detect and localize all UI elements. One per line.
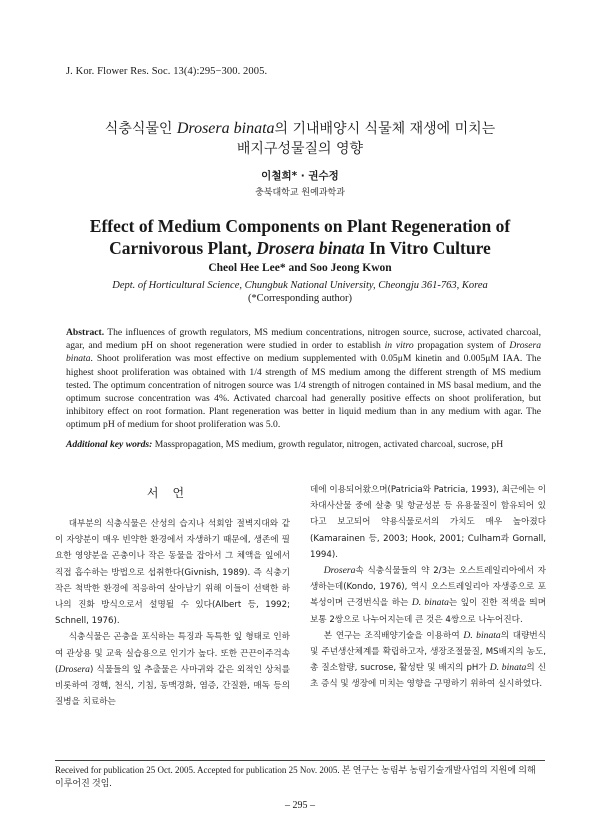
intro-p5-c: 의 신초 증식 및 생장에 미치는 영향을 구명하기 위하여 실시하였다. (310, 663, 546, 690)
korean-title-line2: 배지구성물질의 영향 (236, 141, 364, 157)
footnote-divider (55, 760, 545, 761)
intro-p4-genus: Drosera (323, 565, 356, 577)
left-column (55, 516, 290, 710)
intro-p5-b: 의 대량번식 및 주년생산체계를 확립하고자, 생장조절물질, MS배지의 농도, 총 질소함량, sucrose, 활성탄 및 배지의 pH가 (310, 630, 546, 674)
abstract (66, 326, 541, 432)
intro-p2-pre: 식충식물은 곤충을 포식하는 특징과 독특한 잎 형태로 인하여 관상용 및 교육 실습용으로 인기가 높다. 또한 끈끈이주걱속( (55, 632, 290, 675)
korean-title-species: Drosera binata (176, 120, 275, 137)
english-title-line1: Effect of Medium Components on Plant Regeneration of (89, 216, 511, 236)
page-number: – 295 – (285, 800, 315, 811)
intro-p5-species-1: D. binata (463, 629, 501, 641)
abstract-text-3: . Shoot proliferation was most effective on medium supplemented with 0.05μM kinetin and 0.005μM IAA. The highest shoot proliferation was obtained with 1/4 strength of MS medium among the different strength of MS medium tested. The optimum concentration of nitrogen source was 1/4 strength of nitrogen contained in MS basal medium, and the optimum sucrose concentration was 4%. Activated charcoal had generally positive effects on shoot proliferation, but inhibitory effect on root formation. Plant regeneration was better in liquid medium than in any medium with agar. The optimum pH of medium for shoot proliferation was 5.0. (66, 353, 541, 431)
korean-title (40, 119, 560, 159)
korean-title-pre: 식충식물인 (104, 121, 177, 137)
corresponding-note: (*Corresponding author) (247, 293, 353, 304)
korean-title-post: 의 기내배양시 식물체 재생에 미치는 (274, 121, 496, 137)
abstract-italic-2: Drosera binata (66, 340, 542, 365)
abstract-italic-1: in vitro (384, 340, 414, 352)
footnote: Received for publication 25 Oct. 2005. Accepted for publication 25 Nov. 2005. 본 연구는 농림부 농림기술개발사업의 지원에 의해 이루어진 것임. (55, 765, 536, 788)
intro-p2-post: ) 식물들의 잎 추출물은 사마귀와 같은 외적인 상처를 비롯하여 경핵, 천식, 기침, 동맥경화, 염증, 간질환, 매독 등의 질병을 치료하는 (55, 664, 290, 708)
english-title-line2-pre: Carnivorous Plant, (109, 238, 257, 258)
intro-p5-species-2: D. binata (489, 662, 527, 674)
abstract-text-2: propagation system of (413, 340, 510, 352)
english-authors: Cheol Hee Lee* and Soo Jeong Kwon (208, 262, 392, 274)
section-heading-intro: 서언 (146, 486, 199, 500)
english-title (40, 215, 560, 259)
keywords-text: Masspropagation, MS medium, growth regulator, nitrogen, activated charcoal, sucrose, pH (152, 439, 504, 450)
keywords (66, 438, 541, 451)
intro-p4-b: 는 잎이 진한 적색을 띄며 보통 2쌍으로 나누어지는데 큰 것은 4쌍으로 나누어진다. (310, 598, 546, 625)
intro-paragraph-2 (55, 629, 290, 710)
intro-p4-a: 속 식충식물들의 약 2/3는 오스트레일리아에서 자생하는데(Kondo, 1976), 역시 오스트레일리아 자생종으로 포복성이며 근경번식을 하는 (310, 566, 546, 609)
intro-p2-genus: Drosera (58, 663, 90, 675)
abstract-text-1: The influences of growth regulators, MS medium concentrations, nitrogen source, sucrose, activated charcoal, agar, and medium pH on shoot regeneration were studied in order to establish (66, 327, 541, 352)
journal-reference: J. Kor. Flower Res. Soc. 13(4):295−300. 2005. (66, 66, 268, 77)
english-title-species: Drosera binata (256, 238, 365, 258)
right-column (310, 482, 546, 693)
korean-affiliation: 충북대학교 원예과학과 (255, 188, 345, 198)
intro-p5-a: 본 연구는 조직배양기술을 이용하여 (323, 630, 464, 641)
intro-paragraph-1: 대부분의 식충식물은 산성의 습지나 석회암 절벽지대와 같이 자양분이 매우 빈약한 환경에서 자생하기 때문에, 생존에 필요한 영양분을 곤충이나 작은 동물을 잡아서 그 체액을 잎에서 직접 흡수하는 방법으로 섭취한다(Givnish, 1989). 즉 식충기작은 척박한 환경에 적응하여 살아남기 위해 이들이 선택한 하나의 진화 방식으로서 설명될 수 있다(Albert 등, 1992; Schnell, 1976). (55, 519, 290, 627)
keywords-label: Additional key words: (66, 439, 153, 450)
abstract-label: Abstract. (66, 327, 105, 338)
intro-p4-species: D. binata (411, 597, 449, 609)
intro-paragraph-4 (310, 563, 546, 628)
intro-paragraph-5 (310, 628, 546, 693)
korean-authors: 이철희* · 권수정 (261, 170, 339, 182)
affiliation-text: Dept. of Horticultural Science, Chungbuk National University, Cheongju 361-763, Korea (112, 280, 488, 291)
english-affiliation (0, 279, 600, 305)
intro-paragraph-3: 데에 이용되어왔으며(Patricia와 Patricia, 1993), 최근에는 이차대사산물 중에 살충 및 항균성분 등 유용물질이 함유되어 있다고 보고되어 약용식물로서의 가치도 매우 높아졌다(Kamarainen 등, 2003; Hook, 2001; Culham과 Gornall, 1994). (310, 485, 546, 560)
english-title-line2-post: In Vitro Culture (364, 238, 491, 258)
